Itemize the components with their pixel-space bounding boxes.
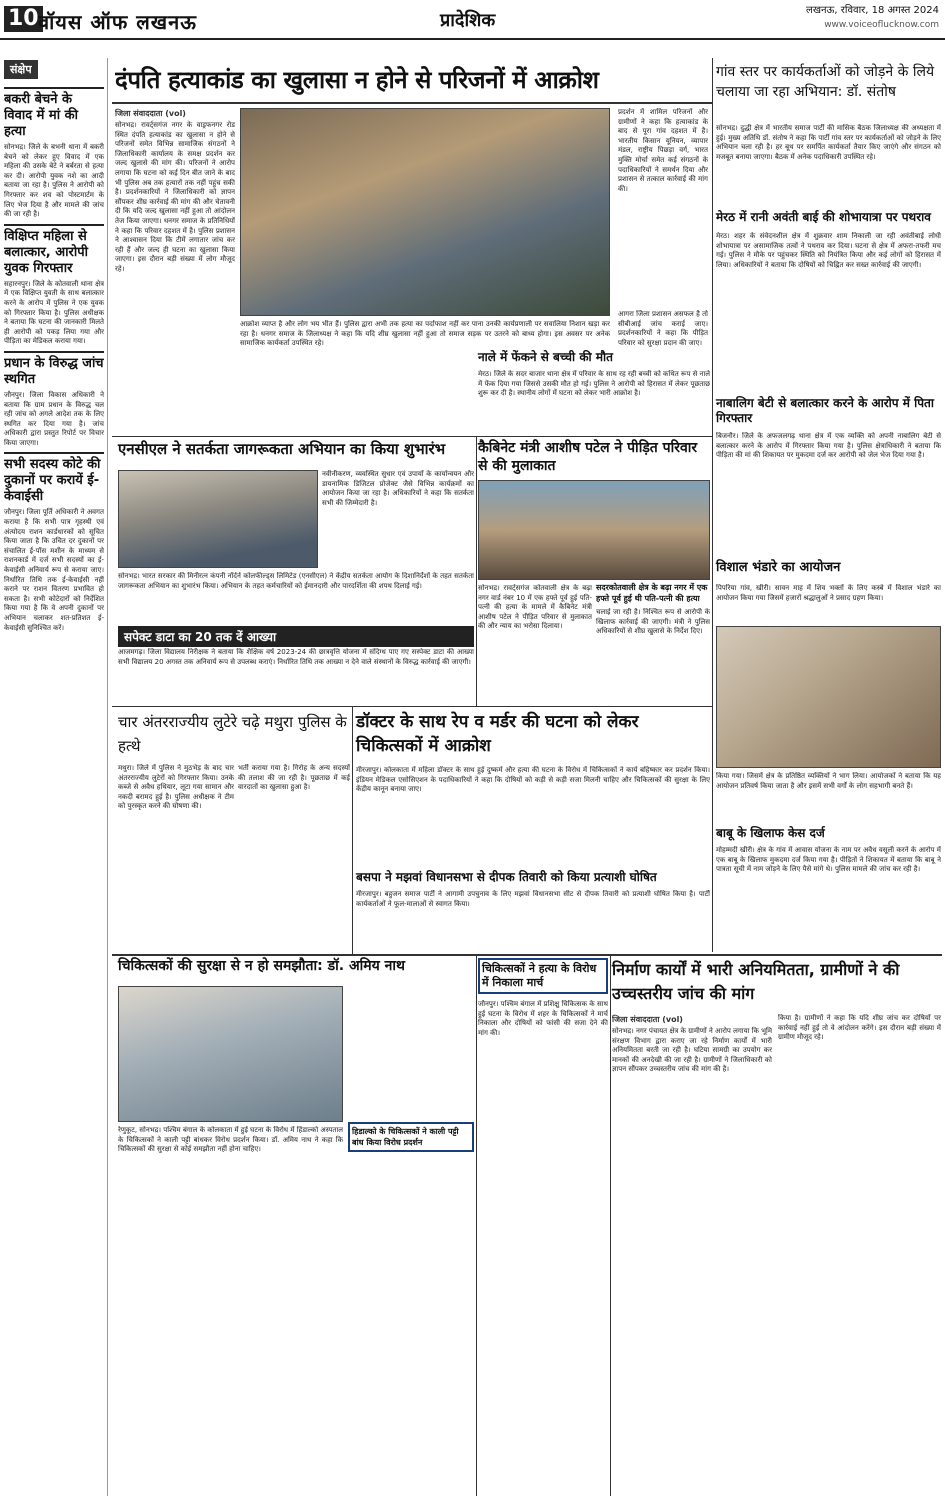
cabinet-body-cont: चलाई जा रही है। निश्चित रूप से आरोपी के खिलाफ कार्रवाई की जाएगी। मंत्री ने पुलिस अधिकारियों से शीघ्र खुलासे के निर्देश दिए। [596, 608, 710, 636]
cabinet-photo [478, 480, 710, 580]
r5-headline: बाबू के खिलाफ केस दर्ज [716, 826, 825, 840]
basapa-text [356, 890, 710, 950]
r5-body: मोहम्मदी खीरी। क्षेत्र के गांव में आवास योजना के नाम पर अवैध वसूली करने के आरोप में एक बाबू के खिलाफ मुकदमा दर्ज किया गया है। पीड़ितों ने शिकायत में बताया कि बाबू ने पात्रता सूची में नाम जोड़ने के लिए पैसे मांगे थे। पुलिस मामले की जांच कर रही है। [716, 846, 941, 874]
chikitsa-body: रेणुकूट, सोनभद्र। पश्चिम बंगाल के कोलकाता में हुई घटना के विरोध में हिंडाल्को अस्पताल के चिकित्सकों ने काली पट्टी बांधकर विरोध प्रदर्शन किया। डॉ. अमिय नाथ ने कहा कि चिकित्सकों की सुरक्षा से कोई समझौता नहीं होना चाहिए। [118, 1126, 343, 1154]
lead-byline: जिला संवाददाता (vol) [115, 109, 186, 118]
lead-text-column [115, 108, 235, 344]
cabinet-text-cont [596, 608, 710, 656]
cabinet-body: सोनभद्र। रावर्ट्सगंज कोतवाली क्षेत्र के बढ़ा नगर वार्ड नंबर 10 में एक हफ्ते पूर्व हुई पति-पत्नी की हत्या के मामले में कैबिनेट मंत्री आशीष पटेल ने पीड़ित परिवार से मुलाकात की और न्याय का भरोसा दिलाया। [478, 584, 592, 631]
basapa-body: मीरजापुर। बहुजन समाज पार्टी ने आगामी उपचुनाव के लिए मझवां विधानसभा सीट से दीपक तिवारी को प्रत्याशी घोषित किया है। पार्टी कार्यकर्ताओं ने फूल-मालाओं से स्वागत किया। [356, 890, 710, 908]
r4-body-cont: किया गया। जिसमें क्षेत्र के प्रतिष्ठित व्यक्तियों ने भाग लिया। आयोजकों ने बताया कि यह आयोजन प्रतिवर्ष किया जाता है और इसमें सभी वर्गों के लोग सहभागी बनते हैं। [716, 772, 941, 790]
doctor-headline: डॉक्टर के साथ रेप व मर्डर की घटना को लेकर चिकित्सकों में आक्रोश [356, 712, 639, 756]
cabinet-headline: कैबिनेट मंत्री आशीष पटेल ने पीड़ित परिवार से की मुलाकात [478, 440, 698, 474]
lead-protest-photo [240, 108, 610, 316]
mathura-body: मथुरा। जिले में पुलिस ने मुठभेड़ के बाद चार अंतरराज्यीय लुटेरों को गिरफ्तार किया। उनके कब्जे से अवैध हथियार, लूटा गया सामान और नकदी बरामद हुई है। पुलिस अधीक्षक ने टीम को पुरस्कृत करने की घोषणा की। [118, 764, 234, 811]
brief-title: बकरी बेचने के विवाद में मां की हत्या [4, 87, 104, 140]
lead-body: सोनभद्र। रावर्ट्सगंज नगर के वाड्रफनगर रोड स्थित दंपति हत्याकांड का खुलासा न होने से परिजनों समेत विभिन्न सामाजिक संगठनों ने जिलाधिकारी कार्यालय के समक्ष प्रदर्शन कर जल्द खुलासे की मांग की। परिजनों ने आरोप लगाया कि घटना को कई दिन बीत जाने के बाद भी पुलिस अब तक हत्यारों तक नहीं पहुंच सकी है। प्रदर्शनकारियों ने जिलाधिकारी को ज्ञापन सौंपकर शीघ्र कार्रवाई की मांग की और चेतावनी दी कि यदि जल्द खुलासा नहीं हुआ तो आंदोलन तेज किया जाएगा। धनगर समाज के प्रतिनिधियों ने कहा कि परिवार दहशत में है। पुलिस प्रशासन ने आश्वासन दिया कि टीमें लगातार जांच कर रही हैं और जल्द ही घटना का खुलासा किया जाएगा। इस दौरान बड़ी संख्या में लोग मौजूद रहे। [115, 121, 235, 273]
section-divider [112, 954, 942, 956]
mathura-headline: चार अंतरराज्यीय लुटेरे चढ़े मथुरा पुलिस के हत्थे [118, 713, 347, 755]
section-name: प्रादेशिक [440, 10, 496, 31]
march-text [478, 1000, 608, 1090]
nirman-text [612, 1014, 772, 1214]
ncl-text [118, 572, 474, 622]
r3-body: बिजनौर। जिले के अफजलगढ़ थाना क्षेत्र में एक व्यक्ति को अपनी नाबालिग बेटी से बलात्कार करने के आरोप में गिरफ्तार किया गया है। पुलिस क्षेत्राधिकारी ने बताया कि पीड़िता की मां की शिकायत पर मुकदमा दर्ज कर आरोपी को जेल भेज दिया गया है। [716, 432, 941, 460]
r2-body: मेरठ। शहर के संवेदनशील क्षेत्र में शुक्रवार शाम निकाली जा रही अवंतीबाई लोधी शोभायात्रा पर असामाजिक तत्वों ने पथराव कर दिया। घटना से क्षेत्र में अफरा-तफरी मच गई। पुलिस ने मौके पर पहुंचकर स्थिति को नियंत्रित किया और कई लोगों को हिरासत में लिया। अधिकारियों ने बताया कि दोषियों को चिह्नित कर सख्त कार्रवाई की जाएगी। [716, 232, 941, 269]
r3-headline: नाबालिग बेटी से बलात्कार करने के आरोप में पिता गिरफ्तार [716, 396, 934, 425]
nale-text [478, 370, 710, 438]
doctor-body: मीरजापुर। कोलकाता में महिला डॉक्टर के साथ हुई दुष्कर्म और हत्या की घटना के विरोध में चिकित्सकों ने कार्य बहिष्कार कर प्रदर्शन किया। इंडियन मेडिकल एसोसिएशन के पदाधिकारियों ने कहा कि दोषियों को कड़ी से कड़ी सजा मिलनी चाहिए और चिकित्सकों की सुरक्षा के लिए केंद्रीय कानून बनाया जाए। [356, 766, 710, 794]
brief-body: सोनभद्र। जिले के बभनी थाना में बकरी बेचने को लेकर हुए विवाद में एक महिला की उसके बेटे ने बर्बरता से हत्या कर दी। आरोपी युवक नशे का आदी बताया जा रहा है। पुलिस ने आरोपी को गिरफ्तार कर शव को पोस्टमार्टम के लिए भेज दिया है और मामले की जांच की जा रही है। [4, 143, 104, 219]
cabinet-caption: सदरकोतवाली क्षेत्र के बढ़ा नगर में एक हफ्ते पूर्व हुई थी पति-पत्नी की हत्या [596, 582, 710, 604]
r2-text [716, 232, 941, 392]
column-divider [476, 436, 477, 706]
march-body: जौनपुर। पश्चिम बंगाल में प्रशिक्षु चिकित्सक के साथ हुई घटना के विरोध में शहर के चिकित्सकों ने मार्च निकाला और दोषियों को फांसी की सजा देने की मांग की। [478, 1000, 608, 1037]
r4-headline: विशाल भंडारे का आयोजन [716, 560, 841, 575]
brief-body: सहारनपुर। जिले के कोतवाली थाना क्षेत्र में एक विक्षिप्त युवती के साथ बलात्कार करने के आरोप में पुलिस ने एक युवक को गिरफ्तार किया है। पुलिस अधीक्षक ने बताया कि घटना की जानकारी मिलते ही आरोपी को पकड़ लिया गया और पीड़िता का मेडिकल कराया गया। [4, 279, 104, 346]
column-divider [476, 956, 477, 1496]
column-divider [610, 956, 611, 1496]
r3-text [716, 432, 941, 550]
brief-body: जौनपुर। जिला पूर्ति अधिकारी ने अवगत कराया है कि सभी पात्र गृहस्थी एवं अंत्योदय राशन कार्डधारकों को सूचित किया जाता है कि उचित दर दुकानों पर संचालित ई-पॉस मशीन के माध्यम से राशनकार्ड में दर्ज सभी सदस्यों का ई-केवाईसी अनिवार्य रूप से कराया जाए। निर्धारित तिथि तक ई-केवाईसी नहीं कराने पर राशन वितरण प्रभावित हो सकता है। सभी कोटेदारों को निर्देशित किया गया है कि वे अपनी दुकानों पर अभियान चलाकर शत-प्रतिशत ई-केवाईसी सुनिश्चित करें। [4, 508, 104, 632]
website: www.voiceoflucknow.com [824, 20, 939, 30]
mathura-body-cont: भर्ती कराया गया है। गिरोह के अन्य सदस्यों की तलाश की जा रही है। पूछताछ में कई वारदातों का खुलासा हुआ है। [238, 764, 350, 792]
lead-right-body: प्रदर्शन में शामिल परिजनों और ग्रामीणों ने कहा कि हत्याकांड के बाद से पूरा गांव दहशत में है। भारतीय किसान यूनियन, व्यापार मंडल, राष्ट्रीय पिछड़ा वर्ग, भारत मुक्ति मोर्चा समेत कई संगठनों के पदाधिकारियों ने समर्थन दिया और प्रशासन से तत्काल कार्रवाई की मांग की। [618, 108, 708, 193]
chikitsa-photo [118, 986, 343, 1122]
r2-headline: मेरठ में रानी अवंती बाई की शोभायात्रा पर पथराव [716, 210, 931, 224]
section-divider [112, 706, 712, 707]
masthead [0, 0, 945, 40]
ncl-headline: एनसीएल ने सतर्कता जागरूकता अभियान का किया शुभारंभ [118, 440, 446, 458]
r1-headline: गांव स्तर पर कार्यकर्ताओं को जोड़ने के लिये चलाया जा रहा अभियान: डॉ. संतोष [716, 64, 935, 100]
brief-2 [4, 224, 104, 347]
r1-text [716, 124, 941, 200]
lead-right-cont [618, 310, 708, 348]
r4-text-cont [716, 772, 941, 822]
brief-1 [4, 87, 104, 220]
basapa-headline: बसपा ने मझवां विधानसभा से दीपक तिवारी को किया प्रत्याशी घोषित [356, 870, 657, 884]
r4-text [716, 584, 941, 624]
ncl-photo [118, 470, 318, 568]
nirman-text-cont [778, 1014, 941, 1214]
brief-title: विक्षिप्त महिला से बलात्कार, आरोपी युवक गिरफ्तार [4, 224, 104, 277]
section-divider [112, 436, 712, 437]
lead-right-body-cont: आगरा जिला प्रशासन असफल है तो सीबीआई जांच कराई जाए। प्रदर्शनकारियों ने कहा कि पीड़ित परिवार को सुरक्षा प्रदान की जाए। [618, 310, 708, 347]
sidebar-briefs [4, 58, 108, 1496]
ncl-body: सोनभद्र। भारत सरकार की मिनीरत्न कंपनी नॉर्दर्न कोलफील्ड्स लिमिटेड (एनसीएल) ने केंद्रीय सतर्कता आयोग के दिशानिर्देशों के तहत सतर्कता जागरूकता अभियान का शुभारंभ किया। अभियान के तहत कर्मचारियों को ईमानदारी और पारदर्शिता की शपथ दिलाई गई। [118, 572, 474, 590]
r4-body: पिपरिया गांव, खीरी। सावन माह में शिव भक्तों के लिए कस्बे में विशाल भंडारे का आयोजन किया गया जिसमें हजारों श्रद्धालुओं ने प्रसाद ग्रहण किया। [716, 584, 941, 602]
cabinet-text [478, 584, 592, 654]
bhandara-photo [716, 626, 941, 768]
brief-body: जौनपुर। जिला विकास अधिकारी ने बताया कि ग्राम प्रधान के विरुद्ध चल रही जांच को अगले आदेश तक के लिए स्थगित कर दिया गया है। जांच अधिकारी द्वारा प्रस्तुत रिपोर्ट पर विचार किया जाएगा। [4, 390, 104, 447]
doctor-text [356, 766, 710, 866]
dateline: लखनऊ, रविवार, 18 अगस्त 2024 [806, 5, 939, 16]
mathura-text [118, 764, 234, 944]
page-number: 10 [4, 6, 43, 32]
nale-body: मेरठ। जिले के सदर बाजार थाना क्षेत्र में परिवार के साथ रह रही बच्ची को कथित रूप से नाले में फेंक दिया गया जिससे उसकी मौत हो गई। पुलिस ने आरोपी को हिरासत में लेकर पूछताछ शुरू कर दी है। स्थानीय लोगों में घटना को लेकर भारी आक्रोश है। [478, 370, 710, 398]
dateline-block [806, 4, 939, 32]
column-divider [712, 58, 713, 952]
r5-text [716, 846, 941, 950]
nirman-body: सोनभद्र। नगर पंचायत क्षेत्र के ग्रामीणों ने आरोप लगाया कि भूमि संरक्षण विभाग द्वारा कराए जा रहे निर्माण कार्यों में भारी अनियमितता बरती जा रही है। घटिया सामग्री का उपयोग कर मानकों की अनदेखी की जा रही है। ग्रामीणों ने जिलाधिकारी को ज्ञापन सौंपकर उच्चस्तरीय जांच की मांग की है। [612, 1027, 772, 1074]
brief-title: प्रधान के विरुद्ध जांच स्थगित [4, 351, 104, 388]
ncl-body-cont: नवीनीकरण, व्यवस्थित सुधार एवं उपायों के कार्यान्वयन और डायनामिक डिजिटल प्रोजेक्ट जैसे विभिन्न कार्यक्रमों का आयोजन किया जा रहा है। अधिकारियों ने कहा कि सतर्कता सभी की जिम्मेदारी है। [322, 470, 474, 507]
lead-rule [112, 102, 712, 104]
sidebar-label: संक्षेप [4, 60, 38, 79]
nirman-headline: निर्माण कार्यों में भारी अनियमितता, ग्रामीणों ने की उच्चस्तरीय जांच की मांग [612, 960, 900, 1003]
lead-right-column [618, 108, 708, 308]
lead-headline: दंपति हत्याकांड का खुलासा न होने से परिजनों में आक्रोश [115, 66, 599, 94]
nirman-body-cont: किया है। ग्रामीणों ने कहा कि यदि शीघ्र जांच कर दोषियों पर कार्रवाई नहीं हुई तो वे आंदोलन करेंगे। इस दौरान बड़ी संख्या में ग्रामीण मौजूद रहे। [778, 1014, 941, 1042]
chikitsa-headline: चिकित्सकों की सुरक्षा से न हो समझौता: डॉ. अमिय नाथ [118, 958, 405, 974]
nale-headline: नाले में फेंकने से बच्ची की मौत [478, 350, 613, 364]
chikitsa-text [118, 1126, 343, 1496]
paper-name: वॉयस ऑफ लखनऊ [38, 10, 197, 34]
chikitsa-caption: हिडाल्को के चिकित्सकों ने काली पट्टी बांध किया विरोध प्रदर्शन [348, 1122, 474, 1152]
brief-title: सभी सदस्य कोटे की दुकानों पर करायें ई-केवाईसी [4, 452, 104, 505]
brief-3 [4, 351, 104, 449]
sapt-headline: सपेक्ट डाटा का 20 तक दें आख्या [118, 626, 474, 647]
r1-body: सोनभद्र। दुद्धी क्षेत्र में भारतीय समाज पार्टी की मासिक बैठक जिलाध्यक्ष की अध्यक्षता में हुई। मुख्य अतिथि डॉ. संतोष ने कहा कि पार्टी गांव स्तर पर कार्यकर्ताओं को जोड़ने के लिए अभियान चला रही है। हर बूथ पर समर्पित कार्यकर्ता तैयार किए जाएंगे और संगठन को मजबूत बनाया जाएगा। बैठक में अनेक पदाधिकारी उपस्थित रहे। [716, 124, 941, 161]
nirman-byline: जिला संवाददाता (vol) [612, 1015, 683, 1024]
sapt-text [118, 648, 474, 704]
march-headline: चिकित्सकों ने हत्या के विरोध में निकाला मार्च [478, 958, 608, 994]
mathura-text-cont [238, 764, 350, 944]
sapt-body: आजमगढ़। जिला विद्यालय निरीक्षक ने बताया कि शैक्षिक वर्ष 2023-24 की छात्रवृत्ति योजना में संदिग्ध पाए गए सस्पेक्ट डाटा की आख्या सभी विद्यालय 20 अगस्त तक अनिवार्य रूप से उपलब्ध कराएं। निर्धारित तिथि तक आख्या न देने वाले संस्थानों के विरुद्ध कार्रवाई की जाएगी। [118, 648, 474, 666]
brief-4 [4, 452, 104, 633]
column-divider [352, 706, 353, 954]
ncl-text-right [322, 470, 474, 570]
lead-body-cont: आक्रोश व्याप्त है और लोग भय भीत हैं। पुलिस द्वारा अभी तक हत्या का पर्दाफाश नहीं कर पाना उनकी कार्यप्रणाली पर सवालिया निशान खड़ा कर रहा है। धनगर समाज के जिलाध्यक्ष ने कहा कि यदि शीघ्र खुलासा नहीं हुआ तो समाज सड़क पर उतरने को बाध्य होगा। इस अवसर पर अनेक सामाजिक कार्यकर्ता उपस्थित रहे। [240, 320, 610, 348]
